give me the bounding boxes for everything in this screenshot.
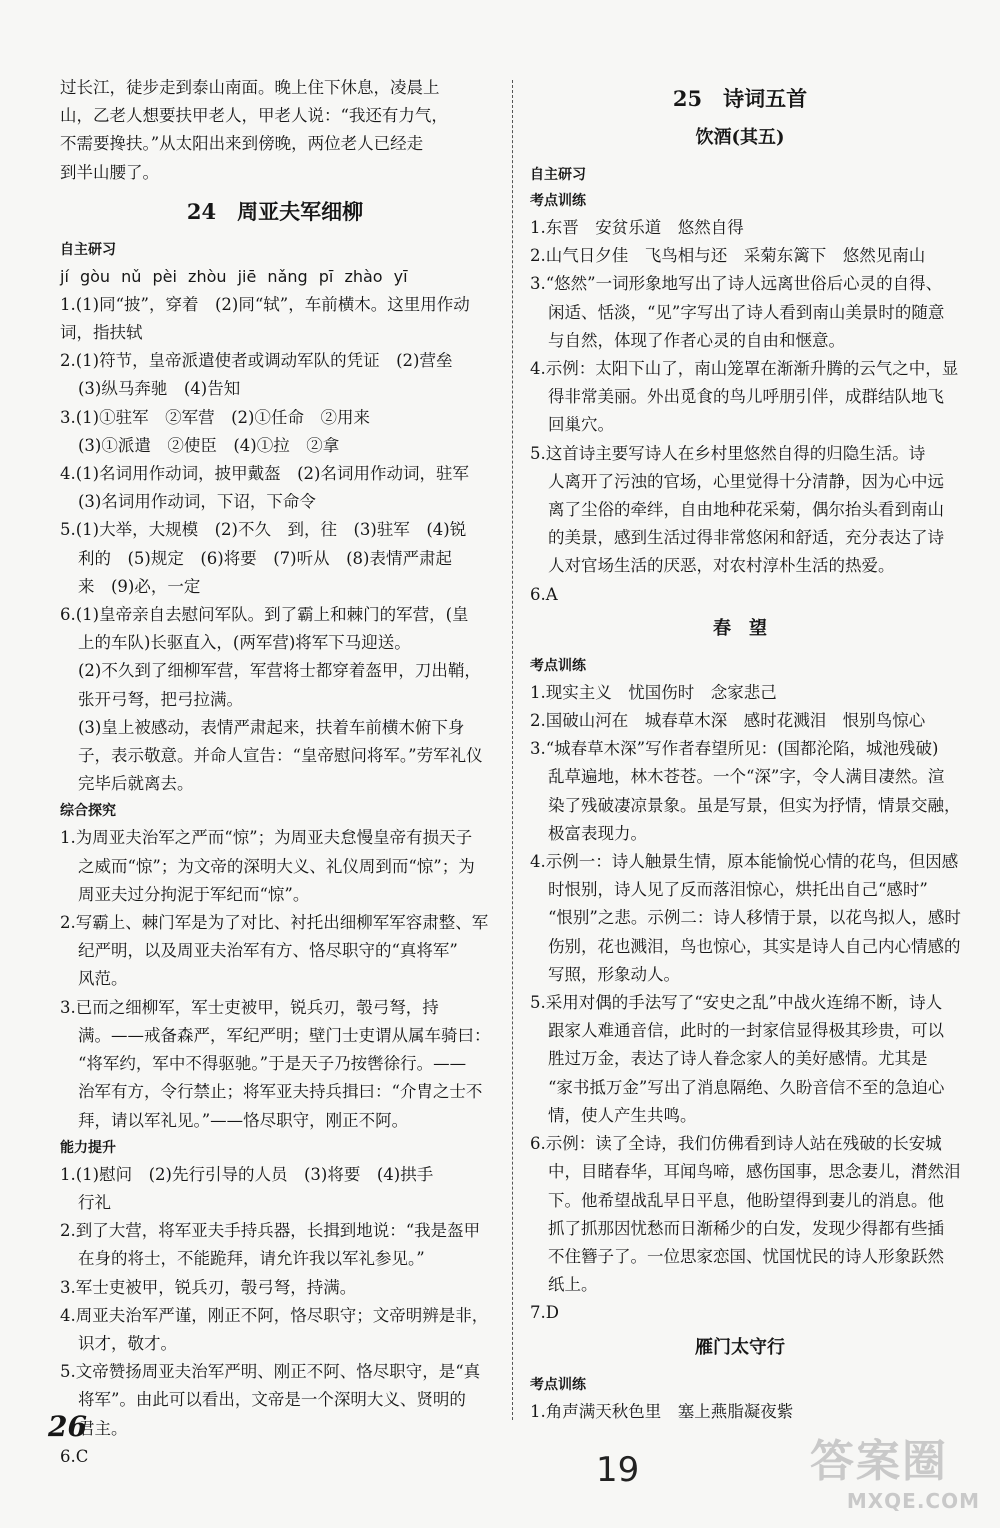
- right-column: [530, 74, 961, 1426]
- text-line: 5.(1)大举，大规模 (2)不久 到，往 (3)驻军 (4)锐: [60, 520, 467, 540]
- answers-yanmen: [530, 1398, 950, 1426]
- text-line: 1.东晋 安贫乐道 悠然自得: [530, 218, 744, 237]
- text-line: (3)皇上被感动，表情严肃起来，扶着车前横木俯下身: [78, 717, 465, 737]
- text-line: 拜，请以军礼见。”——恪尽职守，刚正不阿。: [78, 1110, 409, 1130]
- answers-ability: [60, 1161, 490, 1471]
- text-line: “将军约，军中不得驱驰。”于是天子乃按辔徐行。——: [78, 1054, 467, 1074]
- text-line: 情，使人产生共鸣。: [548, 1105, 697, 1125]
- column-divider: [512, 80, 513, 1420]
- text-line: 1.现实主义 忧国伤时 念家悲己: [530, 682, 777, 702]
- text-line: 得非常美丽。外出觅食的鸟儿呼朋引伴，成群结队地飞: [548, 387, 944, 407]
- text-line: 词，指扶轼: [60, 323, 143, 343]
- intro-paragraph: [60, 74, 490, 187]
- text-line: 下。他希望战乱早日平息，他盼望得到妻儿的消息。他: [548, 1190, 944, 1210]
- text-line: 治军有方，令行禁止；将军亚夫持兵揖曰：“介胄之士不: [78, 1082, 483, 1102]
- text-line: 闲适、恬淡，“见”字写出了诗人看到南山美景时的随意: [548, 302, 945, 322]
- text-line: 3.(1)①驻军 ②军营 (2)①任命 ②用来: [60, 407, 370, 427]
- handwritten-number: 19: [596, 1450, 640, 1490]
- text-line: 3.已而之细柳军，军士吏被甲，锐兵刃，彀弓弩，持: [60, 997, 439, 1017]
- text-line: 2.国破山河在 城春草木深 感时花溅泪 恨别鸟惊心: [530, 711, 926, 731]
- text-line: 7.D: [530, 1303, 559, 1323]
- text-line: 在身的将士，不能跪拜，请允许我以军礼参见。”: [78, 1249, 425, 1269]
- section-heading-training: 考点训练: [530, 1376, 586, 1393]
- section-heading-training: 考点训练: [530, 657, 586, 674]
- text-line: (3)名词用作动词，下诏，下命令: [78, 492, 316, 512]
- text-line: 来 (9)必，一定: [78, 576, 201, 596]
- watermark-url: MXQE.COM: [846, 1489, 980, 1513]
- text-line: 6.(1)皇帝亲自去慰问军队。到了霸上和棘门的军营，(皇: [60, 605, 469, 625]
- watermark-text: 答案圈: [810, 1436, 948, 1487]
- text-line: 5.这首诗主要写诗人在乡村里悠然自得的归隐生活。诗: [530, 443, 926, 463]
- text-line: (3)纵马奔驰 (4)告知: [78, 379, 241, 399]
- text-line: 写照，形象动人。: [548, 964, 680, 984]
- section-heading-self-study: 自主研习: [60, 241, 116, 258]
- text-line: 1.为周亚夫治军之严而“惊”；为周亚夫怠慢皇帝有损天子: [60, 828, 473, 848]
- answers-comprehensive: [60, 824, 490, 1134]
- text-line: 上的车队)长驱直入，(两军营)将军下马迎送。: [78, 633, 411, 653]
- text-line: 1.(1)同“披”，穿着 (2)同“轼”，车前横木。这里用作动: [60, 294, 470, 314]
- text-line: 纸上。: [548, 1275, 598, 1295]
- answers-yinjiu: [530, 214, 959, 609]
- text-line: 4.周亚夫治军严谨，刚正不阿，恪尽职守；文帝明辨是非，: [60, 1305, 489, 1325]
- text-line: 与自然，体现了作者心灵的自由和惬意。: [548, 330, 845, 350]
- text-line: 纪严明，以及周亚夫治军有方、恪尽职守的“真将军”: [78, 941, 458, 961]
- text-line: 中，目睹春华，耳闻鸟啼，感伤国事，思念妻儿，潸然泪: [548, 1162, 961, 1182]
- text-line: 胜过万金，表达了诗人眷念家人的美好感情。尤其是: [548, 1049, 928, 1069]
- text-line: (3)①派遣 ②使臣 (4)①拉 ②拿: [78, 435, 340, 455]
- section-heading-ability: 能力提升: [60, 1139, 116, 1156]
- watermark-logo: [810, 1435, 990, 1525]
- text-line: 2.(1)符节，皇帝派遣使者或调动军队的凭证 (2)营垒: [60, 351, 453, 371]
- text-line: 的美景，感到生活过得非常悠闲和舒适，充分表达了诗: [548, 528, 944, 548]
- text-line: 不住簪子了。一位思家恋国、忧国忧民的诗人形象跃然: [548, 1246, 944, 1266]
- lesson-24-title: 24 周亚夫军细柳: [186, 198, 364, 224]
- text-line: 6.A: [530, 584, 558, 604]
- text-line: 识才，敬才。: [78, 1333, 177, 1353]
- section-heading-training: 考点训练: [530, 193, 586, 209]
- text-line: 行礼: [78, 1192, 111, 1212]
- answers-chunwang: [530, 679, 961, 1328]
- text-line: 人对官场生活的厌恶，对农村淳朴生活的热爱。: [548, 556, 895, 576]
- text-line: 2.山气日夕佳 飞鸟相与还 采菊东篱下 悠然见南山: [530, 246, 926, 266]
- text-line: 人离开了污浊的官场，心里觉得十分清静，因为心中远: [548, 471, 944, 491]
- text-line: 张开弓弩，把弓拉满。: [78, 689, 243, 709]
- text-line: 4.(1)名词用作动词，披甲戴盔 (2)名词用作动词，驻军: [60, 464, 469, 484]
- text-line: 1.角声满天秋色里 塞上燕脂凝夜紫: [530, 1401, 794, 1421]
- text-line: 5.采用对偶的手法写了“安史之乱”中战火连绵不断，诗人: [530, 993, 943, 1013]
- text-line: 回巢穴。: [548, 415, 614, 435]
- text-line: 山，乙老人想要扶甲老人，甲老人说：“我还有力气，: [60, 106, 448, 126]
- section-heading-comprehensive: 综合探究: [60, 803, 116, 820]
- text-line: 子，表示敬意。并命人宣告：“皇帝慰问将军。”劳军礼仪: [78, 746, 483, 766]
- text-line: 时恨别，诗人见了反而落泪惊心，烘托出自己“感时”: [548, 880, 928, 900]
- text-line: 3.军士吏被甲，锐兵刃，彀弓弩，持满。: [60, 1277, 357, 1297]
- poem-title-chunwang: 春 望: [713, 617, 767, 639]
- text-line: (2)不久到了细柳军营，军营将士都穿着盔甲，刀出鞘，: [78, 661, 481, 681]
- text-line: “家书抵万金”写出了消息隔绝、久盼音信不至的急迫心: [548, 1077, 945, 1097]
- text-line: 3.“悠然”一词形象地写出了诗人远离世俗后心灵的自得、: [530, 274, 943, 294]
- text-line: 3.“城春草木深”写作者春望所见：(国都沦陷，城池残破): [530, 739, 939, 759]
- text-line: 2.到了大营，将军亚夫手持兵器，长揖到地说：“我是盔甲: [60, 1221, 481, 1241]
- text-line: 完毕后就离去。: [78, 774, 194, 794]
- text-line: 5.文帝赞扬周亚夫治军严明、刚正不阿、恪尽职守，是“真: [60, 1362, 481, 1382]
- text-line: 君主。: [78, 1418, 128, 1438]
- text-line: 离了尘俗的牵绊，自由地种花采菊，偶尔抬头看到南山: [548, 500, 944, 520]
- text-line: 伤别，花也溅泪，鸟也惊心，其实是诗人自己内心情感的: [548, 936, 961, 956]
- left-column: [60, 74, 490, 1471]
- text-line: 乱草遍地，林木苍苍。一个“深”字，令人满目凄然。渲: [548, 767, 945, 787]
- text-line: 染了残破凄凉景象。虽是写景，但实为抒情，情景交融，: [548, 795, 961, 815]
- text-line: 利的 (5)规定 (6)将要 (7)听从 (8)表情严肃起: [78, 548, 452, 568]
- text-line: 满。——戒备森严，军纪严明；壁门士吏谓从属车骑曰：: [78, 1025, 491, 1045]
- text-line: 之威而“惊”；为文帝的深明大义、礼仪周到而“惊”；为: [78, 856, 475, 876]
- text-line: “恨别”之悲。示例二：诗人移情于景，以花鸟拟人，感时: [548, 908, 961, 928]
- text-line: 1.(1)慰问 (2)先行引导的人员 (3)将要 (4)拱手: [60, 1164, 434, 1184]
- section-heading-self-study: 自主研习: [530, 167, 586, 183]
- text-line: 极富表现力。: [548, 823, 647, 843]
- text-line: 风范。: [78, 969, 128, 989]
- text-line: 周亚夫过分拘泥于军纪而“惊”。: [78, 884, 310, 904]
- text-line: 到半山腰了。: [60, 162, 159, 182]
- text-line: 4.示例：太阳下山了，南山笼罩在渐渐升腾的云气之中，显: [530, 359, 959, 379]
- page-number: 26: [48, 1410, 87, 1443]
- text-line: 2.写霸上、棘门军是为了对比、衬托出细柳军军容肃整、军: [60, 913, 489, 933]
- text-line: 过长江，徒步走到泰山南面。晚上住下休息，凌晨上: [60, 78, 440, 97]
- text-line: 跟家人难通音信，此时的一封家信显得极其珍贵，可以: [548, 1021, 944, 1041]
- text-line: 6.C: [60, 1446, 89, 1466]
- text-line: 6.示例：读了全诗，我们仿佛看到诗人站在残破的长安城: [530, 1134, 942, 1154]
- lesson-25-title: 25 诗词五首: [672, 86, 808, 111]
- text-line: 不需要搀扶。”从太阳出来到傍晚，两位老人已经走: [60, 134, 424, 154]
- poem-title-yanmen: 雁门太守行: [695, 1336, 785, 1358]
- poem-title-yinjiu: 饮酒(其五): [695, 127, 785, 148]
- answers-self-study: [60, 291, 490, 799]
- text-line: 抓了抓那因忧愁而日渐稀少的白发，发现少得都有些插: [548, 1218, 944, 1238]
- text-line: 将军”。由此可以看出，文帝是一个深明大义、贤明的: [78, 1390, 466, 1410]
- text-line: 4.示例一：诗人触景生情，原本能愉悦心情的花鸟，但因感: [530, 852, 959, 872]
- pinyin-line: jí gòu nǔ pèi zhòu jiē nǎng pī zhào yī: [60, 266, 408, 286]
